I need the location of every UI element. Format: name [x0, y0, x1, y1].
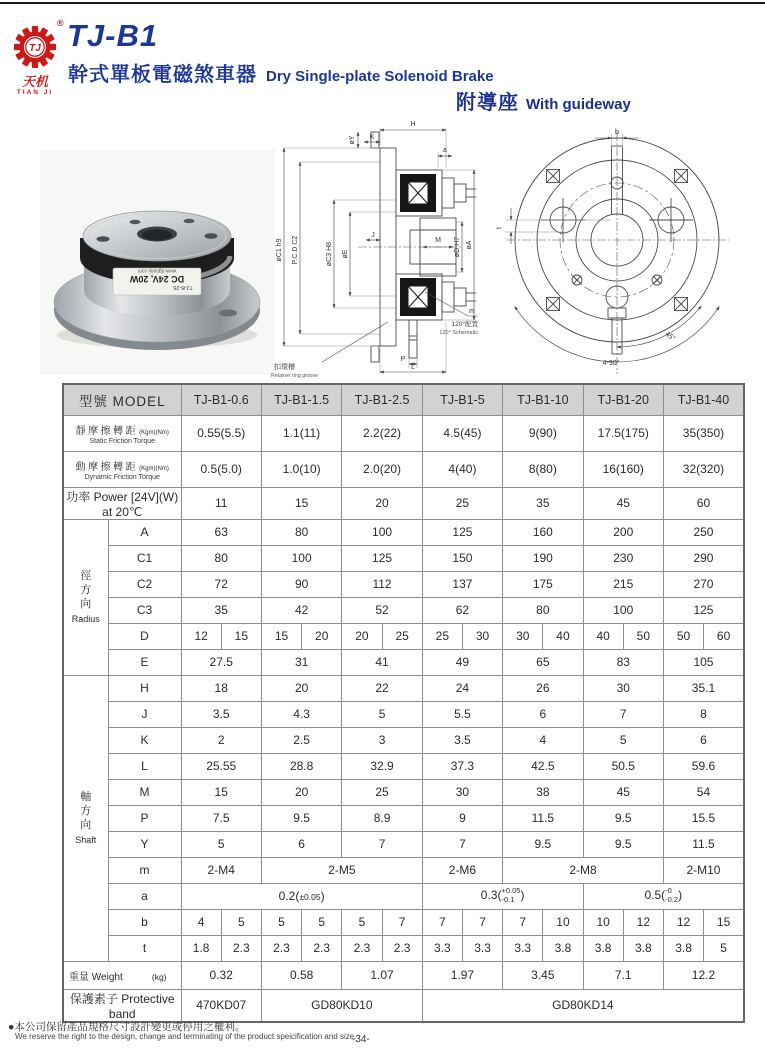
dim-c1-label: øC1 h9 [276, 238, 283, 262]
value-cell: 50.5 [583, 753, 663, 779]
value-cell: 35.1 [663, 675, 744, 701]
product-name-zh: 幹式單板電磁煞車器 [68, 64, 257, 86]
value-cell: 0.55(5.5) [181, 415, 261, 451]
value-cell: 470KD07 [181, 989, 261, 1022]
value-cell: 30 [583, 675, 663, 701]
dim-c3-label: øC3 H8 [326, 241, 333, 267]
dim-l-label: L [411, 364, 415, 371]
value-cell: 30 [503, 623, 543, 649]
power-label: 功率 Power [24V](W) at 20℃ [63, 487, 181, 519]
value-cell: 50 [623, 623, 663, 649]
dim-key-cell: C3 [108, 597, 181, 623]
value-cell: 25 [422, 487, 502, 519]
shaft-row-t [63, 935, 744, 961]
shaft-row-J [63, 701, 744, 727]
shaft-row-K [63, 727, 744, 753]
dim-key-cell: b [108, 909, 181, 935]
brand-name-zh: 天机 [21, 74, 48, 89]
top-rule [0, 2, 765, 4]
note-m-label: m [469, 308, 475, 315]
dim-key-cell: E [108, 649, 181, 675]
value-cell: 60 [704, 623, 744, 649]
product-subtitle [68, 58, 494, 87]
angle-45-label: 45° [663, 330, 677, 343]
value-cell: 100 [342, 519, 422, 545]
dim-key-cell: C1 [108, 545, 181, 571]
value-cell: 16(160) [583, 451, 663, 487]
gear-logo-icon [12, 24, 58, 70]
value-cell: 42 [261, 597, 341, 623]
value-cell: 59.6 [663, 753, 744, 779]
value-cell: 200 [583, 519, 663, 545]
value-cell: 137 [422, 571, 502, 597]
value-cell: 11 [181, 487, 261, 519]
value-cell: 2 [181, 727, 261, 753]
dim-a-label: a [443, 147, 447, 154]
value-cell: 24 [422, 675, 502, 701]
value-cell: 1.97 [422, 961, 502, 989]
value-cell: 12 [663, 909, 703, 935]
label-power-text: DC 24V, 20W [129, 274, 185, 284]
value-cell: GD80KD14 [422, 989, 744, 1022]
value-cell: 4.5(45) [422, 415, 502, 451]
dim-key-cell: P [108, 805, 181, 831]
dim-y-label: øY [349, 135, 356, 145]
value-cell: 32(320) [663, 451, 744, 487]
value-cell: 5 [583, 727, 663, 753]
value-cell: 2.3 [302, 935, 342, 961]
value-cell: 100 [583, 597, 663, 623]
protective-band-row [63, 989, 744, 1022]
note-m-en: 120° Schematic [439, 330, 478, 336]
value-cell: 8(80) [503, 451, 583, 487]
value-cell: 10 [543, 909, 583, 935]
value-cell: 30 [422, 779, 502, 805]
value-cell: 22 [342, 675, 422, 701]
value-cell: 2-M6 [422, 857, 502, 883]
value-cell: 8 [663, 701, 744, 727]
brand-name-en: TIAN JI [16, 89, 54, 96]
label-model-text: TJ-B-25 [173, 284, 193, 290]
value-cell: 9.5 [583, 831, 663, 857]
value-cell: 1.8 [181, 935, 221, 961]
value-cell: 35(350) [663, 415, 744, 451]
value-cell: 15 [181, 779, 261, 805]
dynamic-torque-en: Dynamic Friction Torque [84, 473, 160, 481]
value-cell: 1.1(11) [261, 415, 341, 451]
weight-unit: (kg) [151, 971, 167, 982]
static-torque-row [63, 415, 744, 451]
groove-note-en: Retainer ring groove [271, 373, 319, 379]
value-cell: 28.8 [261, 753, 341, 779]
value-cell: 3.3 [462, 935, 502, 961]
value-cell: 9(90) [503, 415, 583, 451]
page-number: -34- [352, 1034, 370, 1045]
value-cell: 12.2 [663, 961, 744, 989]
model-cell: TJ-B1-10 [503, 384, 583, 415]
value-cell: 5 [704, 935, 744, 961]
value-cell: 0.58 [261, 961, 341, 989]
value-cell: 90 [261, 571, 341, 597]
value-cell: 5.5 [422, 701, 502, 727]
dim-e-label: øE [342, 249, 349, 259]
value-cell: 7 [462, 909, 502, 935]
value-cell: 6 [261, 831, 341, 857]
weight-label [63, 961, 181, 989]
value-cell: 2.3 [261, 935, 301, 961]
value-cell: 2.3 [382, 935, 422, 961]
shaft-group-en: Shaft [75, 834, 97, 845]
value-cell: 40 [543, 623, 583, 649]
value-cell: 5 [261, 909, 301, 935]
value-cell: 15 [221, 623, 261, 649]
brand-logo [12, 18, 72, 96]
shaft-row-P [63, 805, 744, 831]
shaft-row-Y [63, 831, 744, 857]
variant-en: With guideway [526, 96, 631, 113]
model-cell: TJ-B1-1.5 [261, 384, 341, 415]
value-cell: 2-M8 [503, 857, 664, 883]
value-cell: 38 [503, 779, 583, 805]
dim-j-label: J [371, 232, 375, 239]
value-cell: 41 [342, 649, 422, 675]
value-cell: 7.5 [181, 805, 261, 831]
value-cell: 6 [503, 701, 583, 727]
value-cell: 270 [663, 571, 744, 597]
value-cell: 63 [181, 519, 261, 545]
value-cell: 25.55 [181, 753, 261, 779]
value-cell: 25 [422, 623, 462, 649]
value-cell: 6 [663, 727, 744, 753]
dim-d-label: øD H7 [454, 236, 461, 258]
groove-note-zh: 扣環槽 [274, 364, 295, 371]
model-header-cell: 型號 MODEL [63, 384, 181, 415]
value-cell: 3.8 [583, 935, 623, 961]
weight-zh: 重量 Weight [69, 971, 123, 983]
value-cell: 125 [663, 597, 744, 623]
value-cell: 15 [704, 909, 744, 935]
angle-490-label: 4-90° [602, 360, 620, 367]
dynamic-torque-unit: (Kgm)(Nm) [139, 465, 169, 472]
model-cell: TJ-B1-2.5 [342, 384, 422, 415]
value-cell: 65 [503, 649, 583, 675]
value-cell: 1.0(10) [261, 451, 341, 487]
dim-key-cell: Y [108, 831, 181, 857]
value-cell: 9.5 [261, 805, 341, 831]
static-torque-unit: (Kgm)(Nm) [139, 429, 169, 436]
shaft-row-m [63, 857, 744, 883]
value-cell: 45 [583, 779, 663, 805]
dynamic-torque-row [63, 451, 744, 487]
value-cell: 0.2(±0.05) [181, 883, 422, 909]
dim-t-label: t [496, 227, 503, 229]
model-cell: TJ-B1-0.6 [181, 384, 261, 415]
value-cell: 15 [261, 487, 341, 519]
value-cell: 2-M4 [181, 857, 261, 883]
dim-k-label: K [369, 134, 375, 141]
value-cell: 10 [583, 909, 623, 935]
value-cell: 7.1 [583, 961, 663, 989]
dynamic-torque-label [63, 451, 181, 487]
value-cell: 2.5 [261, 727, 341, 753]
value-cell: 12 [181, 623, 221, 649]
value-cell: 7 [583, 701, 663, 727]
value-cell: 0.5( -0 -0.2 ) [583, 883, 744, 909]
value-cell: 4 [503, 727, 583, 753]
value-cell: 80 [503, 597, 583, 623]
value-cell: 125 [422, 519, 502, 545]
value-cell: 2.2(22) [342, 415, 422, 451]
value-cell: 20 [261, 675, 341, 701]
spec-table [62, 383, 745, 1023]
weight-row [63, 961, 744, 989]
radius-row-D [63, 623, 744, 649]
variant-zh: 附導座 [456, 92, 519, 114]
value-cell: 3.5 [422, 727, 502, 753]
value-cell: 18 [181, 675, 261, 701]
dim-key-cell: M [108, 779, 181, 805]
product-label [113, 268, 201, 296]
value-cell: 4.3 [261, 701, 341, 727]
label-site-text: www.dgtianji.com [137, 267, 177, 274]
value-cell: 100 [261, 545, 341, 571]
value-cell: 60 [663, 487, 744, 519]
value-cell: 3.8 [543, 935, 583, 961]
value-cell: 3.5 [181, 701, 261, 727]
value-cell: 9.5 [503, 831, 583, 857]
value-cell: 32.9 [342, 753, 422, 779]
dim-h-label: H [410, 121, 416, 128]
value-cell: 290 [663, 545, 744, 571]
value-cell: 230 [583, 545, 663, 571]
power-row [63, 487, 744, 519]
value-cell: 7 [503, 909, 543, 935]
value-cell: 25 [382, 623, 422, 649]
value-cell: 37.3 [422, 753, 502, 779]
value-cell: 3 [342, 727, 422, 753]
value-cell: 40 [583, 623, 623, 649]
value-cell: 72 [181, 571, 261, 597]
value-cell: 5 [181, 831, 261, 857]
radius-group-en: Radius [71, 613, 100, 624]
value-cell: 160 [503, 519, 583, 545]
static-torque-label [63, 415, 181, 451]
value-cell: 20 [342, 623, 382, 649]
value-cell: 30 [462, 623, 502, 649]
shaft-row-L [63, 753, 744, 779]
value-cell: 5 [302, 909, 342, 935]
value-cell: 17.5(175) [583, 415, 663, 451]
value-cell: 20 [261, 779, 341, 805]
shaft-row-b [63, 909, 744, 935]
dim-key-cell: C2 [108, 571, 181, 597]
value-cell: 3.45 [503, 961, 583, 989]
table-header-row [63, 384, 744, 415]
radius-group-label [63, 519, 108, 675]
logo-monogram: TJ [29, 42, 41, 54]
radius-row-C2 [63, 571, 744, 597]
value-cell: 4(40) [422, 451, 502, 487]
value-cell: 215 [583, 571, 663, 597]
value-cell: 27.5 [181, 649, 261, 675]
dim-key-cell: H [108, 675, 181, 701]
dim-key-cell: a [108, 883, 181, 909]
value-cell: 0.3( +0.05 -0.1 ) [422, 883, 583, 909]
section-drawing [270, 110, 480, 380]
dim-key-cell: J [108, 701, 181, 727]
value-cell: 0.32 [181, 961, 261, 989]
footer-note-en: We reserve the right to the design, change and terminating of the product speicification and size. [15, 1032, 357, 1041]
value-cell: 9 [422, 805, 502, 831]
page-title: TJ-B1 [67, 18, 159, 53]
value-cell: 3.8 [663, 935, 703, 961]
value-cell: 20 [342, 487, 422, 519]
static-torque-en: Static Friction Torque [89, 437, 156, 445]
radius-row-A [63, 519, 744, 545]
value-cell: 62 [422, 597, 502, 623]
value-cell: 15 [261, 623, 301, 649]
value-cell: 20 [302, 623, 342, 649]
value-cell: 250 [663, 519, 744, 545]
value-cell: 35 [503, 487, 583, 519]
radius-row-C3 [63, 597, 744, 623]
value-cell: 42.5 [503, 753, 583, 779]
value-cell: 5 [221, 909, 261, 935]
value-cell: 4 [181, 909, 221, 935]
value-cell: 7 [422, 831, 502, 857]
static-torque-zh: 靜摩擦轉距 [75, 425, 139, 437]
value-cell: 1.07 [342, 961, 422, 989]
value-cell: 45 [583, 487, 663, 519]
value-cell: 49 [422, 649, 502, 675]
footer-note-zh: ●本公司保留產品規格尺寸設計變更或停用之權利。 [8, 1021, 246, 1033]
value-cell: 80 [261, 519, 341, 545]
value-cell: 52 [342, 597, 422, 623]
registered-mark: ® [57, 18, 64, 28]
model-cell: TJ-B1-20 [583, 384, 663, 415]
product-photo [40, 150, 275, 375]
radius-row-C1 [63, 545, 744, 571]
value-cell: 5 [342, 701, 422, 727]
value-cell: 15.5 [663, 805, 744, 831]
value-cell: 31 [261, 649, 341, 675]
dim-key-cell: K [108, 727, 181, 753]
dim-pcd-label: P.C.D C2 [292, 235, 299, 265]
value-cell: 3.3 [503, 935, 543, 961]
value-cell: 190 [503, 545, 583, 571]
dim-b-label: b [615, 129, 619, 136]
value-cell: 11.5 [503, 805, 583, 831]
value-cell: GD80KD10 [261, 989, 422, 1022]
value-cell: 9.5 [583, 805, 663, 831]
value-cell: 7 [422, 909, 462, 935]
value-cell: 5 [342, 909, 382, 935]
value-cell: 8.9 [342, 805, 422, 831]
dim-m-label: M [435, 237, 441, 244]
value-cell: 2.0(20) [342, 451, 422, 487]
dim-p-label: P [400, 356, 406, 363]
value-cell: 25 [342, 779, 422, 805]
value-cell: 54 [663, 779, 744, 805]
dynamic-torque-zh: 動摩擦轉距 [75, 461, 139, 473]
value-cell: 125 [342, 545, 422, 571]
value-cell: 112 [342, 571, 422, 597]
dim-key-cell: L [108, 753, 181, 779]
protective-band-label: 保護素子 Protective band [63, 989, 181, 1022]
model-cell: TJ-B1-5 [422, 384, 502, 415]
value-cell: 2.3 [342, 935, 382, 961]
shaft-row-a [63, 883, 744, 909]
value-cell: 2-M10 [663, 857, 744, 883]
value-cell: 150 [422, 545, 502, 571]
value-cell: 11.5 [663, 831, 744, 857]
value-cell: 175 [503, 571, 583, 597]
dim-key-cell: m [108, 857, 181, 883]
model-cell: TJ-B1-40 [663, 384, 744, 415]
variant-label [456, 86, 631, 115]
shaft-group-zh: 軸方向 [80, 791, 92, 831]
value-cell: 12 [623, 909, 663, 935]
value-cell: 105 [663, 649, 744, 675]
value-cell: 2.3 [221, 935, 261, 961]
value-cell: 7 [382, 909, 422, 935]
product-name-en: Dry Single-plate Solenoid Brake [266, 68, 494, 85]
dim-key-cell: t [108, 935, 181, 961]
value-cell: 35 [181, 597, 261, 623]
value-cell: 80 [181, 545, 261, 571]
shaft-row-H [63, 675, 744, 701]
radius-group-zh: 徑方向 [80, 570, 92, 610]
value-cell: 7 [342, 831, 422, 857]
value-cell: 2-M5 [261, 857, 422, 883]
value-cell: 83 [583, 649, 663, 675]
dim-key-cell: D [108, 623, 181, 649]
note-m-zh: 120°配置 [451, 321, 478, 328]
value-cell: 50 [663, 623, 703, 649]
radius-row-E [63, 649, 744, 675]
dim-a-outer-label: øA [466, 240, 473, 250]
front-drawing [483, 122, 751, 378]
shaft-group-label [63, 675, 108, 961]
value-cell: 26 [503, 675, 583, 701]
dim-key-cell: A [108, 519, 181, 545]
shaft-row-M [63, 779, 744, 805]
value-cell: 3.8 [623, 935, 663, 961]
value-cell: 3.3 [422, 935, 462, 961]
value-cell: 0.5(5.0) [181, 451, 261, 487]
